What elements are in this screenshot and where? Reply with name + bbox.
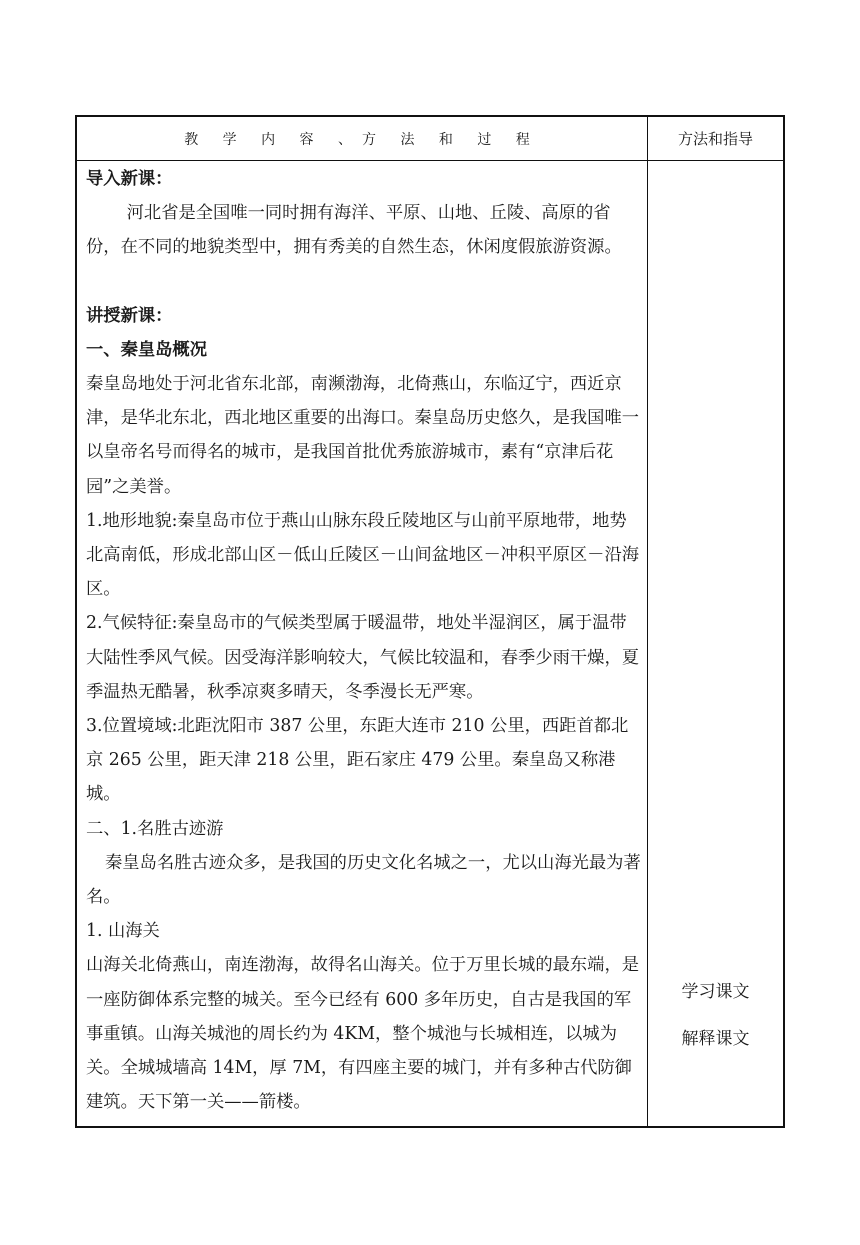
- section2-heading: 二、1.名胜古迹游: [86, 818, 224, 839]
- section1-heading: 一、秦皇岛概况: [86, 339, 207, 360]
- section2-paragraph: 秦皇岛名胜古迹众多，是我国的历史文化名城之一，尤以山海光最为著名。: [86, 852, 641, 908]
- teaching-content-cell: [86, 162, 644, 1119]
- terrain-paragraph: 1.地形地貌:秦皇岛市位于燕山山脉东段丘陵地区与山前平原地带，地势北高南低，形成北部山区－低山丘陵区－山间盆地区－冲积平原区－沿海区。: [86, 510, 640, 600]
- header-method-guidance: 方法和指导: [677, 130, 753, 148]
- lesson-plan-table: [75, 115, 785, 1128]
- lecture-heading: 讲授新课：: [86, 305, 173, 326]
- spacer: [86, 265, 644, 299]
- intro-paragraph: 河北省是全国唯一同时拥有海洋、平原、山地、丘陵、高原的省份，在不同的地貌类型中，拥有秀美的自然生态，休闲度假旅游资源。: [86, 203, 622, 258]
- note-explain-text: 解释课文: [681, 1029, 750, 1049]
- header-teaching-content: 教 学 内 容 、方 法 和 过 程: [184, 131, 540, 148]
- column-divider: [647, 117, 648, 1126]
- method-guidance-cell: [648, 979, 783, 1073]
- section1-paragraph: 秦皇岛地处于河北省东北部，南濒渤海，北倚燕山，东临辽宁，西近京津，是华北东北，西北地区重要的出海口。秦皇岛历史悠久，是我国唯一以皇帝名号而得名的城市，是我国首批优秀旅游城市，素有“京津后花园”之美誉。: [86, 374, 640, 497]
- table-header-row: [77, 117, 783, 161]
- location-paragraph: 3.位置境域:北距沈阳市 387 公里，东距大连市 210 公里，西距首都北京 265 公里，距天津 218 公里，距石家庄 479 公里。秦皇岛又称港城。: [86, 716, 629, 805]
- intro-heading: 导入新课：: [86, 169, 173, 189]
- shanhaiguan-heading: 1. 山海关: [86, 921, 160, 942]
- note-study-text: 学习课文: [681, 982, 750, 1002]
- shanhaiguan-paragraph: 山海关北倚燕山，南连渤海，故得名山海关。位于万里长城的最东端，是一座防御体系完整的城关。至今已经有 600 多年历史，自古是我国的军事重镇。山海关城池的周长约为 4KM，整个城池与长城相连，以城为关。全城城墙高 14M，厚 7M，有四座主要的城门，并有多种古代防御建筑。天下第一关——箭楼。: [86, 955, 640, 1113]
- climate-paragraph: 2.气候特征:秦皇岛市的气候类型属于暖温带，地处半湿润区，属于温带大陆性季风气候。因受海洋影响较大，气候比较温和，春季少雨干燥，夏季温热无酷暑，秋季凉爽多晴天，冬季漫长无严寒。: [86, 613, 640, 702]
